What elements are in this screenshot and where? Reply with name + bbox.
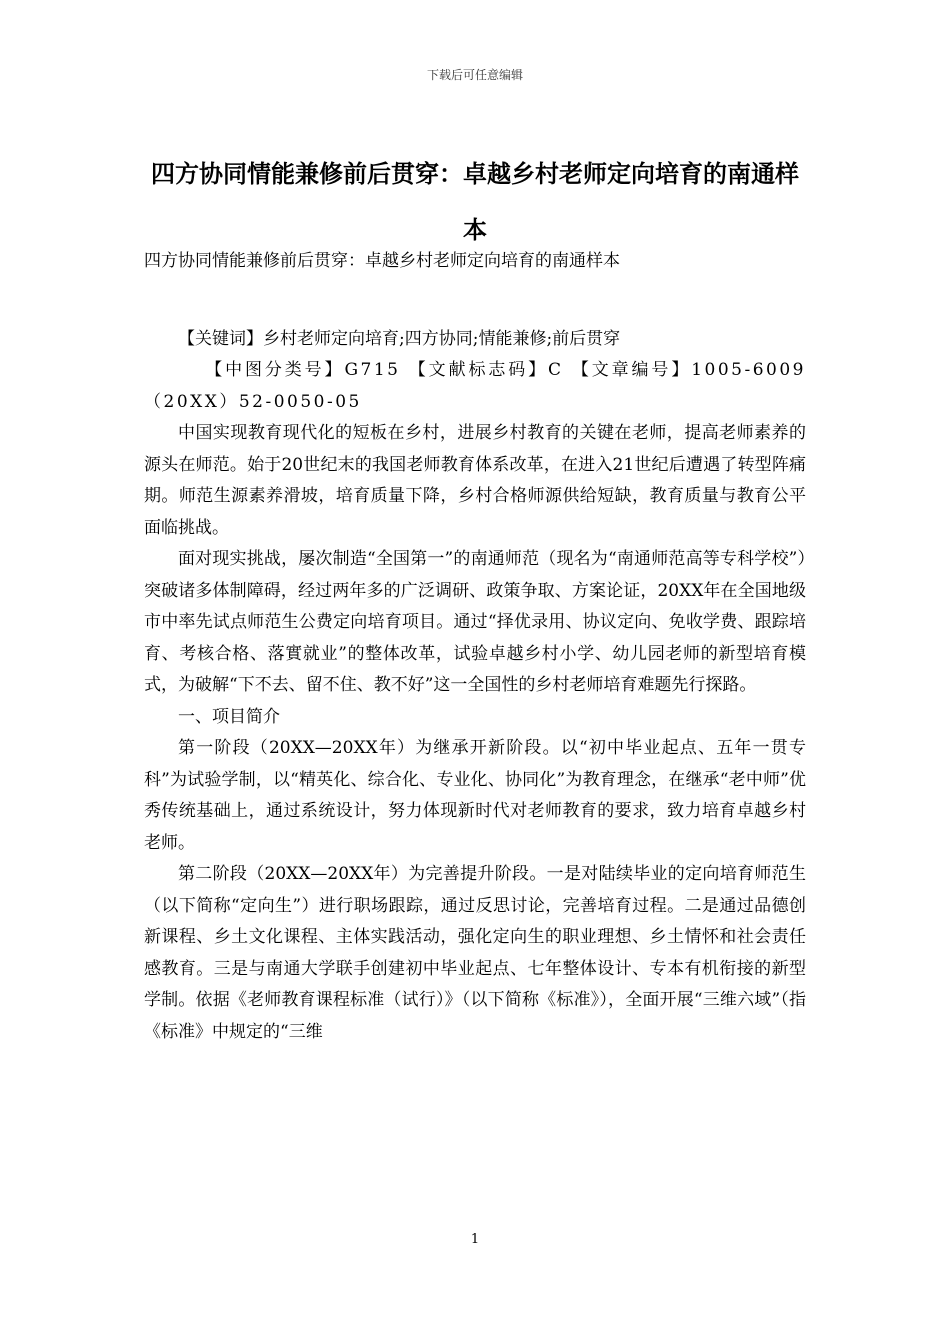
document-body xyxy=(144,246,806,1048)
paragraph-intro: 中国实现教育现代化的短板在乡村，进展乡村教育的关键在老师，提高老师素养的源头在师范。始于20世纪末的我国老师教育体系改革，在进入21世纪后遭遇了转型阵痛期。师范生源素养滑坡，培育质量下降，乡村合格师源供给短缺，教育质量与教育公平面临挑战。 xyxy=(144,423,806,538)
document-title: 四方协同情能兼修前后贯穿：卓越乡村老师定向培育的南通样本 xyxy=(151,160,799,244)
keywords-line: 【关键词】乡村老师定向培育;四方协同;情能兼修;前后贯穿 xyxy=(178,328,621,349)
paragraph-challenge: 面对现实挑战，屡次制造“全国第一”的南通师范（现名为“南通师范高等专科学校”）突破诸多体制障碍，经过两年多的广泛调研、政策争取、方案论证，20XX年在全国地级市中率先试点师范生公费定向培育项目。通过“择优录用、协议定向、免收学费、跟踪培育、考核合格、落實就业”的整体改革，试验卓越乡村小学、幼儿园老师的新型培育模式，为破解“下不去、留不住、教不好”这一全国性的乡村老师培育难题先行探路。 xyxy=(144,549,806,695)
document-subtitle: 四方协同情能兼修前后贯穿：卓越乡村老师定向培育的南通样本 xyxy=(144,251,620,271)
page-number: 1 xyxy=(470,1232,480,1247)
paragraph-stage-one: 第一阶段（20XX—20XX年）为继承开新阶段。以“初中毕业起点、五年一贯专科”为试验学制，以“精英化、综合化、专业化、协同化”为教育理念，在继承“老中师”优秀传统基础上，通过系统设计，努力体现新时代对老师教育的要求，致力培育卓越乡村老师。 xyxy=(144,738,806,853)
section-heading: 一、项目简介 xyxy=(178,706,280,727)
classification-line: 【中图分类号】G715 【文献标志码】C 【文章编号】1005-6009（20XX）52-0050-05 xyxy=(144,360,806,412)
header-note: 下载后可任意编辑 xyxy=(426,68,523,82)
paragraph-stage-two: 第二阶段（20XX—20XX年）为完善提升阶段。一是对陆续毕业的定向培育师范生（以下简称“定向生”）进行职场跟踪，通过反思讨论，完善培育过程。二是通过品德创新课程、乡土文化课程、主体实践活动，强化定向生的职业理想、乡土情怀和社会责任感教育。三是与南通大学联手创建初中毕业起点、七年整体设计、专本有机衔接的新型学制。依据《老师教育课程标准（试行）》（以下简称《标准》），全面开展“三维六域”（指《标准》中规定的“三维 xyxy=(144,864,806,1042)
spacer xyxy=(144,278,806,324)
